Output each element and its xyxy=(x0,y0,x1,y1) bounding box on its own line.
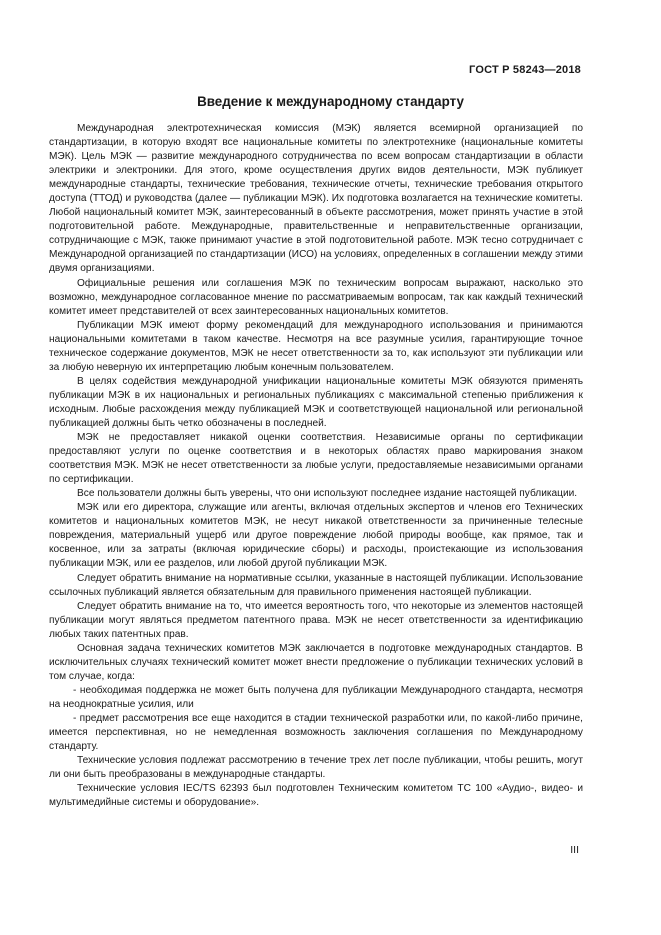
paragraph-prepared-by: Технические условия IEC/TS 62393 был подготовлен Техническим комитетом ТС 100 «Аудио-, видео- и мультимедийные системы и оборудование». xyxy=(49,783,583,809)
paragraph-normative-references: Следует обратить внимание на нормативные ссылки, указанные в настоящей публикации. Использование ссылочных публикаций является обязательным для правильного применения настоящей публикации. xyxy=(49,572,583,598)
document-body xyxy=(49,122,583,810)
paragraph-liability: МЭК или его директора, служащие или агенты, включая отдельных экспертов и членов его Технических комитетов и национальных комитетов МЭК, не несут никакой ответственности за причиненные телесные повреждения, материальный ущерб или другое повреждение любой природы вообще, как прямое, так и косвенное, или за затраты (включая юридические сборы) и расходы, проистекающие из использования публикации МЭК, или ее разделов, или любой другой публикации МЭК. xyxy=(49,502,583,570)
paragraph-main-task: Основная задача технических комитетов МЭК заключается в подготовке международных стандартов. В исключительных случаях технический комитет может внести предложение о публикации технических условий в том случае, когда: xyxy=(49,642,583,682)
paragraph-iec-intro: Международная электротехническая комиссия (МЭК) является всемирной организацией по стандартизации, в которую входят все национальные комитеты по электротехнике (национальные комитеты МЭК). Цель МЭК — развитие международного сотрудничества по всем вопросам стандартизации в области электрики и электроники. Для этого, кроме осуществления других видов деятельности, МЭК публикует международные стандарты, технические требования, технические отчеты, технические требования открытого доступа (ТТОД) и руководства (далее — публикации МЭК). Их подготовка возлагается на технические комитеты. Любой национальный комитет МЭК, заинтересованный в объекте рассмотрения, может принять участие в этой подготовительной работе. Международные, правительственные и неправительственные организации, сотрудничающие с МЭК, также принимают участие в этой подготовительной работе. МЭК тесно сотрудничает с Международной организацией по стандартизации (ИСО) на условиях, определенных в соглашении между этими двумя организациями. xyxy=(49,123,583,275)
bullet-item: - необходимая поддержка не может быть получена для публикации Международного стандарта, несмотря на неоднократные усилия, или xyxy=(49,684,583,710)
paragraph-patent-rights: Следует обратить внимание на то, что имеется вероятность того, что некоторые из элементов настоящей публикации могут являться предметом патентного права. МЭК не несет ответственности за идентификацию любых таких патентных прав. xyxy=(49,600,583,640)
paragraph-review-period: Технические условия подлежат рассмотрению в течение трех лет после публикации, чтобы решить, могут ли они быть преобразованы в международные стандарты. xyxy=(49,755,583,781)
paragraph-official-decisions: Официальные решения или соглашения МЭК по техническим вопросам выражают, насколько это возможно, международное согласованное мнение по рассматриваемым вопросам, так как каждый технический комитет имеет представителей от всех заинтересованных национальных комитетов. xyxy=(49,277,583,317)
paragraph-latest-edition: Все пользователи должны быть уверены, что они используют последнее издание настоящей публикации. xyxy=(77,488,578,500)
paragraph-conformity: МЭК не предоставляет никакой оценки соответствия. Независимые органы по сертификации предоставляют услуги по оценке соответствия и в некоторых областях право маркирования знаком соответствия МЭК. МЭК не несет ответственности за любые услуги, предоставляемые независимыми органами по сертификации. xyxy=(49,432,583,486)
paragraph-publication-form: Публикации МЭК имеют форму рекомендаций для международного использования и принимаются национальными комитетами в таком качестве. Несмотря на все разумные усилия, гарантирующие точное техническое содержание документов, МЭК не несет ответственности за то, как используют эти публикации или за любую неверную их интерпретацию любым конечным пользователем. xyxy=(49,319,583,373)
bullet-item: - предмет рассмотрения все еще находится в стадии технической разработки или, по какой-либо причине, имеется перспективная, но не немедленная возможность заключения соглашения по Международному стандарту. xyxy=(49,712,583,753)
paragraph-unification: В целях содействия международной унификации национальные комитеты МЭК обязуются применять публикации МЭК в их национальных и региональных публикациях с максимальной степенью приближения к исходным. Любые расхождения между публикацией МЭК и соответствующей национальной или региональной публикацией должны быть четко обозначены в последней. xyxy=(49,375,583,429)
section-title: Введение к международному стандарту xyxy=(197,94,464,109)
page-number: III xyxy=(570,844,579,856)
document-standard-id: ГОСТ Р 58243—2018 xyxy=(469,64,581,76)
